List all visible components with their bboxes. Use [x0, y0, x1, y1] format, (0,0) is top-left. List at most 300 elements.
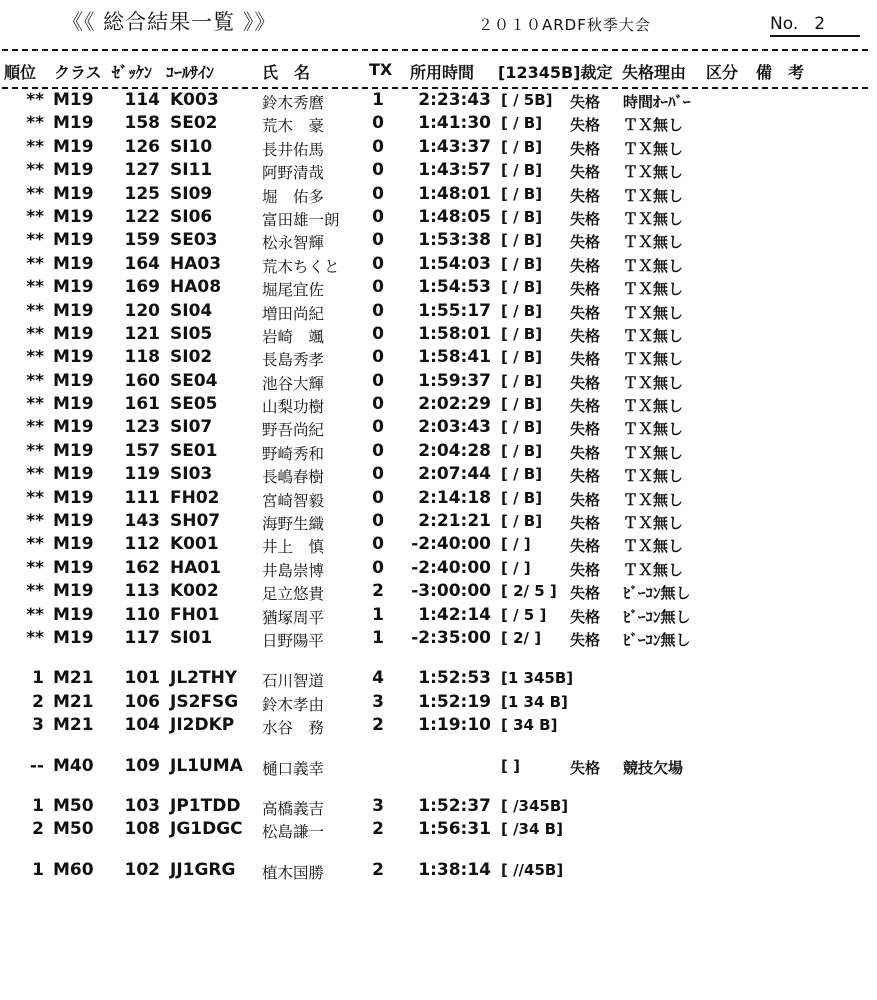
tx-cell: 0: [372, 534, 384, 555]
bib-cell: 121: [124, 323, 160, 344]
bib-cell: 127: [124, 160, 160, 181]
callsign-cell: JG1DGC: [170, 819, 243, 840]
bib-cell: 111: [124, 487, 160, 508]
reason-cell: 時間ｵｰﾊﾞｰ: [623, 93, 691, 111]
reason-cell: ＴＸ無し: [623, 467, 684, 486]
reason-cell: ＴＸ無し: [623, 139, 684, 158]
table-row: [0, 532, 877, 555]
callsign-cell: K003: [170, 90, 219, 110]
callsign-cell: SI03: [170, 464, 213, 485]
callsign-cell: JP1TDD: [170, 795, 241, 816]
col-division: 区分: [706, 63, 739, 82]
tx-cell: 1: [372, 627, 384, 648]
table-row: [0, 322, 877, 345]
rank-cell: **: [26, 417, 44, 438]
bib-cell: 126: [124, 136, 160, 157]
judge-cell: [ /345B]: [501, 796, 569, 815]
reason-cell: ＴＸ無し: [623, 209, 684, 228]
reason-cell: ＴＸ無し: [623, 420, 684, 439]
judge-cell: [ / B]: [501, 278, 543, 297]
col-rank: 順位: [4, 63, 37, 82]
bib-cell: 160: [124, 370, 160, 391]
callsign-cell: FH01: [170, 604, 220, 625]
page-label: No.: [770, 14, 799, 34]
callsign-cell: SE03: [170, 230, 218, 251]
event-name: ２０１０ARDF秋季大会: [478, 16, 651, 34]
time-cell: 1:42:14: [418, 604, 491, 625]
class-cell: M19: [53, 277, 94, 298]
name-cell: 水谷 務: [262, 719, 325, 738]
judge-cell: [ / B]: [501, 371, 543, 390]
tx-cell: 0: [372, 160, 384, 181]
status-cell: 失格: [570, 537, 601, 556]
table-row: [0, 713, 877, 736]
class-cell: M19: [53, 206, 94, 227]
class-cell: M19: [53, 160, 94, 181]
judge-cell: [ / B]: [501, 254, 543, 273]
callsign-cell: SI05: [170, 323, 213, 344]
rank-cell: **: [26, 160, 44, 181]
class-cell: M40: [53, 755, 94, 776]
tx-cell: 0: [372, 394, 384, 415]
bib-cell: 122: [124, 206, 160, 227]
class-cell: M19: [53, 90, 94, 110]
name-cell: 野崎秀和: [262, 444, 325, 463]
name-cell: 鈴木秀麿: [262, 94, 325, 112]
table-row: [0, 817, 877, 840]
class-cell: M60: [53, 859, 94, 880]
tx-cell: 4: [372, 668, 384, 689]
rank-cell: **: [26, 253, 44, 274]
judge-cell: [ / B]: [501, 441, 543, 460]
table-row: [0, 556, 877, 579]
page-number: 2: [814, 14, 826, 34]
callsign-cell: SI09: [170, 183, 213, 204]
reason-cell: ＴＸ無し: [623, 233, 684, 252]
col-judge: [12345B]裁定: [498, 63, 613, 82]
time-cell: 1:48:05: [418, 206, 491, 227]
rank-cell: **: [26, 511, 44, 532]
judge-cell: [ / B]: [501, 114, 543, 133]
status-cell: 失格: [570, 584, 601, 603]
class-cell: M19: [53, 511, 94, 532]
col-time: 所用時間: [410, 63, 475, 82]
status-cell: 失格: [570, 233, 601, 252]
callsign-cell: SE05: [170, 394, 218, 415]
judge-cell: [ 2/ 5 ]: [501, 582, 557, 601]
status-cell: 失格: [570, 350, 601, 369]
bib-cell: 120: [124, 300, 160, 321]
class-cell: M19: [53, 113, 94, 134]
bib-cell: 106: [124, 691, 160, 712]
time-cell: 1:19:10: [418, 715, 491, 736]
bib-cell: 169: [124, 277, 160, 298]
class-cell: M19: [53, 136, 94, 157]
judge-cell: [ /34 B]: [501, 820, 563, 839]
rank-cell: **: [26, 440, 44, 461]
table-row: [0, 462, 877, 485]
table-row: [0, 754, 877, 777]
rank-cell: **: [26, 534, 44, 555]
judge-cell: [ / B]: [501, 184, 543, 203]
name-cell: 宮崎智毅: [262, 491, 325, 510]
time-cell: -2:40:00: [411, 557, 491, 578]
status-cell: 失格: [570, 186, 601, 205]
time-cell: 2:21:21: [418, 511, 491, 532]
name-cell: 井島崇博: [262, 561, 325, 580]
status-cell: 失格: [570, 373, 601, 392]
rank-cell: **: [26, 347, 44, 368]
status-cell: 失格: [570, 139, 601, 158]
time-cell: 1:54:03: [418, 253, 491, 274]
column-header-row: [0, 60, 877, 84]
class-cell: M19: [53, 370, 94, 391]
name-cell: 植木国勝: [262, 863, 325, 882]
reason-cell: ＴＸ無し: [623, 350, 684, 369]
table-row: [0, 158, 877, 181]
rank-cell: **: [26, 183, 44, 204]
rank-cell: **: [26, 370, 44, 391]
table-row: [0, 794, 877, 817]
bib-cell: 110: [124, 604, 160, 625]
judge-cell: [ / B]: [501, 231, 543, 250]
status-cell: 失格: [570, 280, 601, 299]
tx-cell: 0: [372, 136, 384, 157]
reason-cell: ＴＸ無し: [623, 163, 684, 182]
callsign-cell: JJ1GRG: [170, 859, 236, 880]
bib-cell: 125: [124, 183, 160, 204]
rank-cell: **: [26, 136, 44, 157]
class-cell: M19: [53, 604, 94, 625]
class-cell: M19: [53, 253, 94, 274]
time-cell: 1:43:37: [418, 136, 491, 157]
callsign-cell: SH07: [170, 511, 221, 532]
rank-cell: --: [29, 755, 44, 776]
judge-cell: [ / B]: [501, 161, 543, 180]
tx-cell: 0: [372, 323, 384, 344]
name-cell: 石川智道: [262, 672, 325, 691]
class-cell: M19: [53, 534, 94, 555]
reason-cell: ＴＸ無し: [623, 537, 684, 556]
tx-cell: 0: [372, 557, 384, 578]
group-spacer: [0, 737, 877, 754]
table-row: [0, 111, 877, 134]
time-cell: 1:52:53: [418, 668, 491, 689]
bib-cell: 143: [124, 511, 160, 532]
judge-cell: [ / B]: [501, 512, 543, 531]
name-cell: 樋口義幸: [262, 759, 325, 778]
table-row: [0, 486, 877, 509]
table-row: [0, 369, 877, 392]
reason-cell: ＴＸ無し: [623, 397, 684, 416]
time-cell: 2:03:43: [418, 417, 491, 438]
class-cell: M19: [53, 230, 94, 251]
callsign-cell: SI06: [170, 206, 213, 227]
col-callsign: ｺｰﾙｻｲﾝ: [166, 63, 215, 82]
table-row: [0, 509, 877, 532]
time-cell: 1:56:31: [418, 819, 491, 840]
class-cell: M21: [53, 691, 94, 712]
tx-cell: 0: [372, 277, 384, 298]
callsign-cell: K002: [170, 581, 219, 602]
rank-cell: 1: [32, 668, 44, 689]
table-row: [0, 690, 877, 713]
rank-cell: 3: [32, 715, 44, 736]
reason-cell: ﾋﾞｰｺﾝ無し: [623, 607, 691, 626]
table-row: [0, 439, 877, 462]
bib-cell: 109: [124, 755, 160, 776]
callsign-cell: JL2THY: [170, 668, 238, 689]
bib-cell: 102: [124, 859, 160, 880]
tx-cell: 0: [372, 206, 384, 227]
group-spacer: [0, 649, 877, 666]
rank-cell: **: [26, 90, 44, 110]
judge-cell: [ / B]: [501, 324, 543, 343]
status-cell: 失格: [570, 490, 601, 509]
table-row: [0, 603, 877, 626]
class-cell: M50: [53, 819, 94, 840]
time-cell: 2:23:43: [418, 90, 491, 110]
rank-cell: **: [26, 113, 44, 134]
name-cell: 海野生織: [262, 515, 325, 534]
reason-cell: ＴＸ無し: [623, 443, 684, 462]
class-cell: M19: [53, 464, 94, 485]
judge-cell: [ / B]: [501, 207, 543, 226]
table-row: [0, 182, 877, 205]
bib-cell: 162: [124, 557, 160, 578]
col-class: クラス: [54, 63, 102, 82]
rank-cell: **: [26, 557, 44, 578]
time-cell: 1:43:57: [418, 160, 491, 181]
col-remarks: 備 考: [756, 63, 805, 82]
time-cell: 1:55:17: [418, 300, 491, 321]
judge-cell: [ //45B]: [501, 860, 564, 879]
table-row: [0, 415, 877, 438]
callsign-cell: SI04: [170, 300, 213, 321]
bib-cell: 161: [124, 394, 160, 415]
status-cell: 失格: [570, 303, 601, 322]
status-cell: 失格: [570, 467, 601, 486]
tx-cell: 0: [372, 511, 384, 532]
tx-cell: 0: [372, 230, 384, 251]
bib-cell: 123: [124, 417, 160, 438]
bib-cell: 113: [124, 581, 160, 602]
tx-cell: 0: [372, 253, 384, 274]
name-cell: 荒木 豪: [262, 117, 325, 136]
tx-cell: 0: [372, 440, 384, 461]
rank-cell: 2: [32, 819, 44, 840]
callsign-cell: JL1UMA: [170, 755, 243, 776]
status-cell: 失格: [570, 420, 601, 439]
name-cell: 野吾尚紀: [262, 421, 325, 440]
time-cell: 1:59:37: [418, 370, 491, 391]
tx-cell: 2: [372, 581, 384, 602]
judge-cell: [ / B]: [501, 301, 543, 320]
status-cell: 失格: [570, 256, 601, 275]
name-cell: 岩崎 颯: [262, 327, 325, 346]
judge-cell: [ / B]: [501, 418, 543, 437]
rank-cell: **: [26, 300, 44, 321]
reason-cell: ＴＸ無し: [623, 326, 684, 345]
table-row: [0, 228, 877, 251]
status-cell: 失格: [570, 163, 601, 182]
report-title: 《《 総合結果一覧 》》: [62, 10, 277, 34]
reason-cell: ＴＸ無し: [623, 303, 684, 322]
rank-cell: **: [26, 323, 44, 344]
callsign-cell: SI11: [170, 160, 213, 181]
judge-cell: [ / B]: [501, 348, 543, 367]
bib-cell: 103: [124, 795, 160, 816]
reason-cell: ＴＸ無し: [623, 186, 684, 205]
bib-cell: 157: [124, 440, 160, 461]
name-cell: 井上 慎: [262, 538, 325, 557]
name-cell: 長嶋春樹: [262, 468, 325, 487]
judge-cell: [1 345B]: [501, 669, 574, 688]
tx-cell: 2: [372, 819, 384, 840]
name-cell: 阿野清哉: [262, 164, 325, 183]
time-cell: 2:07:44: [418, 464, 491, 485]
class-cell: M19: [53, 627, 94, 648]
time-cell: 1:52:37: [418, 795, 491, 816]
status-cell: 失格: [570, 443, 601, 462]
callsign-cell: SE02: [170, 113, 218, 134]
table-row: [0, 299, 877, 322]
name-cell: 松島謙一: [262, 823, 325, 842]
judge-cell: [ / B]: [501, 137, 543, 156]
tx-cell: 3: [372, 691, 384, 712]
callsign-cell: FH02: [170, 487, 220, 508]
rank-cell: **: [26, 487, 44, 508]
name-cell: 増田尚紀: [262, 304, 325, 323]
bib-cell: 117: [124, 627, 160, 648]
class-cell: M50: [53, 795, 94, 816]
tx-cell: 0: [372, 300, 384, 321]
judge-cell: [ / B]: [501, 488, 543, 507]
class-cell: M19: [53, 300, 94, 321]
status-cell: 失格: [570, 758, 601, 777]
name-cell: 堀尾宜佐: [262, 281, 325, 300]
table-row: [0, 88, 877, 111]
reason-cell: ﾋﾞｰｺﾝ無し: [623, 630, 691, 649]
group-spacer: [0, 777, 877, 794]
bib-cell: 159: [124, 230, 160, 251]
tx-cell: 0: [372, 464, 384, 485]
time-cell: 1:58:01: [418, 323, 491, 344]
header-divider-top: [2, 49, 868, 51]
time-cell: 1:48:01: [418, 183, 491, 204]
name-cell: 鈴木孝由: [262, 695, 325, 714]
page-number-box: [770, 14, 860, 37]
time-cell: -3:00:00: [411, 581, 491, 602]
reason-cell: ＴＸ無し: [623, 280, 684, 299]
class-cell: M19: [53, 183, 94, 204]
name-cell: 山梨功樹: [262, 398, 325, 417]
reason-cell: ﾋﾞｰｺﾝ無し: [623, 584, 691, 603]
time-cell: 1:41:30: [418, 113, 491, 134]
col-tx: TX: [369, 60, 393, 79]
name-cell: 池谷大輝: [262, 374, 325, 393]
rank-cell: 1: [32, 859, 44, 880]
judge-cell: [ 2/ ]: [501, 628, 542, 647]
name-cell: 堀 佑多: [262, 187, 325, 206]
status-cell: 失格: [570, 93, 601, 111]
class-cell: M21: [53, 668, 94, 689]
callsign-cell: K001: [170, 534, 219, 555]
judge-cell: [ / ]: [501, 558, 531, 577]
tx-cell: 2: [372, 715, 384, 736]
judge-cell: [ ]: [501, 756, 520, 775]
rank-cell: **: [26, 464, 44, 485]
col-reason: 失格理由: [622, 63, 687, 82]
class-cell: M19: [53, 394, 94, 415]
tx-cell: 0: [372, 347, 384, 368]
judge-cell: [ / 5B]: [501, 91, 553, 109]
tx-cell: 3: [372, 795, 384, 816]
tx-cell: 0: [372, 417, 384, 438]
status-cell: 失格: [570, 116, 601, 135]
time-cell: -2:35:00: [411, 627, 491, 648]
table-row: [0, 135, 877, 158]
time-cell: 1:52:19: [418, 691, 491, 712]
callsign-cell: SI07: [170, 417, 213, 438]
time-cell: 2:02:29: [418, 394, 491, 415]
table-row: [0, 252, 877, 275]
status-cell: 失格: [570, 607, 601, 626]
callsign-cell: HA01: [170, 557, 222, 578]
status-cell: 失格: [570, 630, 601, 649]
bib-cell: 164: [124, 253, 160, 274]
reason-cell: 競技欠場: [623, 758, 684, 777]
bib-cell: 119: [124, 464, 160, 485]
bib-cell: 118: [124, 347, 160, 368]
tx-cell: 1: [372, 90, 384, 110]
name-cell: 猶塚周平: [262, 608, 325, 627]
table-row: [0, 205, 877, 228]
callsign-cell: JI2DKP: [170, 715, 235, 736]
status-cell: 失格: [570, 397, 601, 416]
table-row: [0, 579, 877, 602]
reason-cell: ＴＸ無し: [623, 560, 684, 579]
bib-cell: 114: [124, 90, 160, 110]
time-cell: 2:14:18: [418, 487, 491, 508]
tx-cell: 2: [372, 859, 384, 880]
time-cell: 1:54:53: [418, 277, 491, 298]
table-row: [0, 275, 877, 298]
bib-cell: 101: [124, 668, 160, 689]
rank-cell: **: [26, 277, 44, 298]
class-cell: M19: [53, 440, 94, 461]
rank-cell: **: [26, 604, 44, 625]
class-cell: M19: [53, 557, 94, 578]
rank-cell: **: [26, 581, 44, 602]
callsign-cell: SI01: [170, 627, 213, 648]
bib-cell: 158: [124, 113, 160, 134]
rank-cell: 2: [32, 691, 44, 712]
tx-cell: 0: [372, 183, 384, 204]
judge-cell: [ / ]: [501, 535, 531, 554]
reason-cell: ＴＸ無し: [623, 116, 684, 135]
bib-cell: 104: [124, 715, 160, 736]
tx-cell: 0: [372, 487, 384, 508]
name-cell: 日野陽平: [262, 631, 325, 650]
callsign-cell: HA03: [170, 253, 222, 274]
reason-cell: ＴＸ無し: [623, 490, 684, 509]
rank-cell: 1: [32, 795, 44, 816]
col-bib: ｾﾞｯｹﾝ: [112, 63, 153, 82]
tx-cell: 0: [372, 113, 384, 134]
status-cell: 失格: [570, 209, 601, 228]
col-name: 氏 名: [262, 63, 311, 82]
